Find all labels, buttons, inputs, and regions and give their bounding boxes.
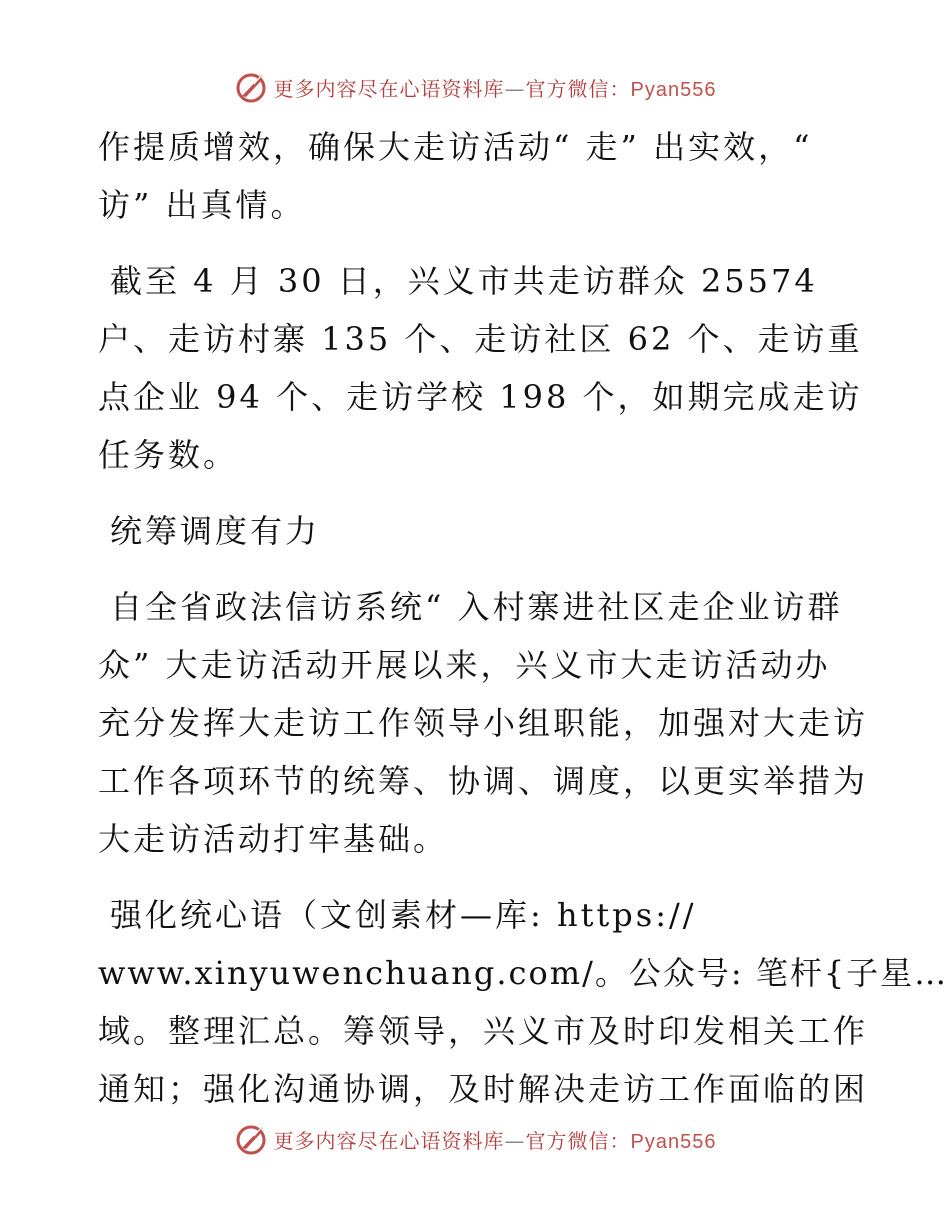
text-line: 作提质增效，确保大走访活动“ 走” 出实效，“ — [98, 128, 813, 166]
text-line: 强化统心语（文创素材—库: https:// — [110, 896, 697, 934]
section-heading — [98, 502, 858, 560]
paragraph-4 — [98, 578, 869, 868]
text-line: 截至 4 月 30 日，兴义市共走访群众 25574 — [110, 262, 818, 300]
text-line: 大走访活动打牢基础。 — [98, 820, 449, 858]
paragraph-2 — [98, 252, 863, 484]
footer-banner-dash: — — [504, 1128, 526, 1153]
header-banner-dash: — — [504, 76, 526, 101]
text-line: 统筹调度有力 — [110, 512, 321, 550]
footer-banner-handle: Pyan556 — [630, 1130, 717, 1153]
text-line: www.xinyuwenchuang.com/。公众号: 笔杆{子星… — [98, 954, 949, 992]
header-banner-handle: Pyan556 — [630, 78, 717, 101]
header-banner-main: 更多内容尽在心语资料库 — [273, 76, 505, 101]
header-banner-text — [274, 73, 717, 102]
text-line: 通知；强化沟通协调，及时解决走访工作面临的困 — [98, 1070, 869, 1108]
text-line: 域。整理汇总。筹领导，兴义市及时印发相关工作 — [98, 1012, 869, 1050]
header-banner-official: 官方微信： — [525, 76, 631, 101]
footer-banner-main: 更多内容尽在心语资料库 — [273, 1128, 505, 1153]
quill-logo-icon — [234, 70, 268, 104]
paragraph-1 — [98, 118, 858, 234]
text-line: 点企业 94 个、走访学校 198 个，如期完成走访 — [98, 378, 863, 416]
text-line: 任务数。 — [98, 436, 239, 474]
text-line: 自全省政法信访系统“ 入村寨进社区走企业访群 — [110, 588, 843, 626]
text-line: 众” 大走访活动开展以来，兴义市大走访活动办 — [98, 646, 831, 684]
text-line: 访” 出真情。 — [98, 186, 306, 224]
page-footer-banner — [0, 1122, 950, 1156]
page-header-banner — [0, 70, 950, 104]
footer-banner-official: 官方微信： — [525, 1128, 631, 1153]
document-body — [98, 118, 949, 1136]
footer-banner-text — [274, 1125, 717, 1154]
text-line: 户、走访村寨 135 个、走访社区 62 个、走访重 — [98, 320, 863, 358]
paragraph-5 — [98, 886, 949, 1118]
text-line: 工作各项环节的统筹、协调、调度，以更实举措为 — [98, 762, 869, 800]
text-line: 充分发挥大走访工作领导小组职能，加强对大走访 — [98, 704, 869, 742]
quill-logo-icon — [234, 1122, 268, 1156]
